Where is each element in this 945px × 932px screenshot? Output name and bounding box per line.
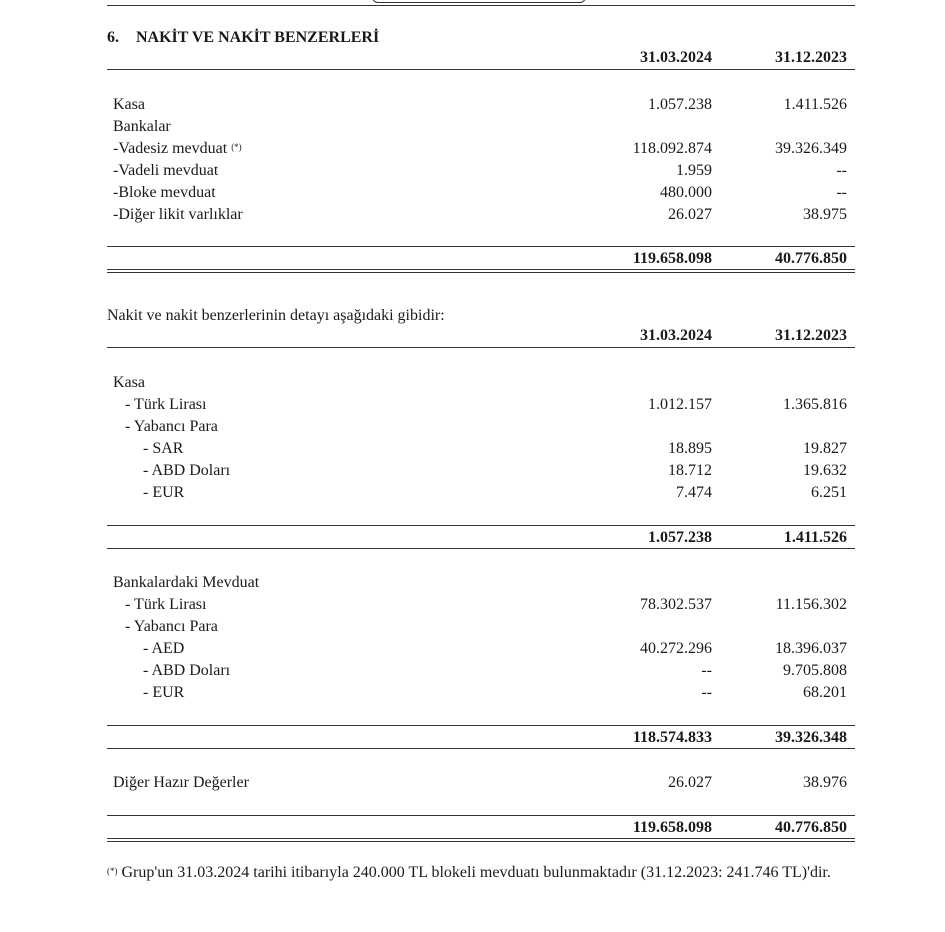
kasa-row-label: - ABD Doları bbox=[143, 462, 231, 479]
footnote-text: Grup'un 31.03.2024 tarihi itibarıyla 240.000 TL blokeli mevduatı bulunmaktadır (31.12.2023: 241.746 TL)'dir. bbox=[117, 864, 831, 881]
t1-row-label: Bankalar bbox=[113, 118, 171, 135]
kasa-row-label: - Türk Lirası bbox=[125, 396, 207, 413]
grand-total-v2: 40.776.850 bbox=[775, 819, 847, 836]
banka-row-label: - ABD Doları bbox=[143, 662, 231, 679]
t1-total-rule-double-b bbox=[107, 272, 855, 273]
t1-row-label: -Vadeli mevduat bbox=[113, 162, 219, 179]
t1-row-v1: 26.027 bbox=[668, 206, 712, 223]
kasa-total-rule-top bbox=[107, 525, 855, 526]
grand-total-rule-double-a bbox=[107, 838, 855, 839]
t1-row-v2: -- bbox=[836, 162, 847, 179]
t2-col1-header: 31.03.2024 bbox=[640, 327, 712, 344]
t1-total-v2: 40.776.850 bbox=[775, 250, 847, 267]
kasa-row-label: - SAR bbox=[143, 440, 184, 457]
grand-total-v1: 119.658.098 bbox=[632, 819, 712, 836]
grand-total-rule-top bbox=[107, 815, 855, 816]
t2-col2-header: 31.12.2023 bbox=[775, 327, 847, 344]
banka-total-v1: 118.574.833 bbox=[632, 729, 712, 746]
banka-row-label: - Türk Lirası bbox=[125, 596, 207, 613]
banka-total-v2: 39.326.348 bbox=[775, 729, 847, 746]
diger-label: Diğer Hazır Değerler bbox=[113, 774, 249, 791]
banka-title: Bankalardaki Mevduat bbox=[113, 574, 260, 591]
t1-col1-header: 31.03.2024 bbox=[640, 49, 712, 66]
t1-row-label: Kasa bbox=[113, 96, 145, 113]
t2-header-rule bbox=[107, 347, 855, 348]
banka-row-v2: 11.156.302 bbox=[775, 596, 847, 613]
top-rule bbox=[107, 5, 855, 6]
banka-row-v2: 18.396.037 bbox=[775, 640, 847, 657]
kasa-row-v1: 18.895 bbox=[668, 440, 712, 457]
kasa-total-rule-bottom bbox=[107, 548, 855, 549]
diger-v2: 38.976 bbox=[803, 774, 847, 791]
t1-row-label: -Vadesiz mevduat bbox=[113, 140, 228, 157]
footnote-mark: (*) bbox=[107, 866, 118, 876]
diger-v1: 26.027 bbox=[668, 774, 712, 791]
kasa-row-v2: 1.365.816 bbox=[783, 396, 847, 413]
t1-row-v2: 39.326.349 bbox=[775, 140, 847, 157]
t1-row-label-with-note bbox=[113, 140, 242, 158]
banka-row-v2: 68.201 bbox=[803, 684, 847, 701]
banka-total-rule-bottom bbox=[107, 748, 855, 749]
banka-total-rule-top bbox=[107, 725, 855, 726]
t1-col2-header: 31.12.2023 bbox=[775, 49, 847, 66]
t1-row-label: -Bloke mevduat bbox=[113, 184, 216, 201]
banka-row-v2: 9.705.808 bbox=[783, 662, 847, 679]
t1-row-v2: -- bbox=[836, 184, 847, 201]
t1-total-rule-top bbox=[107, 246, 855, 247]
t1-total-v1: 119.658.098 bbox=[632, 250, 712, 267]
kasa-row-label: - Yabancı Para bbox=[125, 418, 218, 435]
detail-intro: Nakit ve nakit benzerlerinin detayı aşağıdaki gibidir: bbox=[107, 307, 445, 324]
banka-row-v1: -- bbox=[701, 684, 712, 701]
footnote-ref: (*) bbox=[231, 142, 242, 152]
kasa-row-v1: 1.012.157 bbox=[648, 396, 712, 413]
t1-row-v1: 480.000 bbox=[660, 184, 712, 201]
kasa-row-v1: 7.474 bbox=[676, 484, 712, 501]
banka-row-label: - Yabancı Para bbox=[125, 618, 218, 635]
kasa-title: Kasa bbox=[113, 374, 145, 391]
kasa-row-v2: 19.632 bbox=[803, 462, 847, 479]
t1-row-v2: 1.411.526 bbox=[783, 96, 847, 113]
t1-row-v1: 1.057.238 bbox=[648, 96, 712, 113]
t1-row-v1: 1.959 bbox=[676, 162, 712, 179]
section-title: NAKİT VE NAKİT BENZERLERİ bbox=[136, 29, 380, 46]
kasa-total-v2: 1.411.526 bbox=[783, 529, 847, 546]
banka-row-label: - AED bbox=[143, 640, 185, 657]
banka-row-v1: 40.272.296 bbox=[640, 640, 712, 657]
t1-row-v2: 38.975 bbox=[803, 206, 847, 223]
kasa-total-v1: 1.057.238 bbox=[648, 529, 712, 546]
kasa-row-v1: 18.712 bbox=[668, 462, 712, 479]
banka-row-v1: -- bbox=[701, 662, 712, 679]
t1-total-rule-double-a bbox=[107, 269, 855, 270]
banka-row-label: - EUR bbox=[143, 684, 185, 701]
banka-row-v1: 78.302.537 bbox=[640, 596, 712, 613]
grand-total-rule-double-b bbox=[107, 841, 855, 842]
t1-row-label: -Diğer likit varlıklar bbox=[113, 206, 243, 223]
section-number: 6. bbox=[107, 29, 119, 46]
kasa-row-v2: 6.251 bbox=[811, 484, 847, 501]
kasa-row-label: - EUR bbox=[143, 484, 185, 501]
top-bracket-remnant bbox=[372, 0, 586, 3]
t1-row-v1: 118.092.874 bbox=[632, 140, 712, 157]
t1-header-rule bbox=[107, 69, 855, 70]
footnote bbox=[107, 862, 854, 884]
kasa-row-v2: 19.827 bbox=[803, 440, 847, 457]
